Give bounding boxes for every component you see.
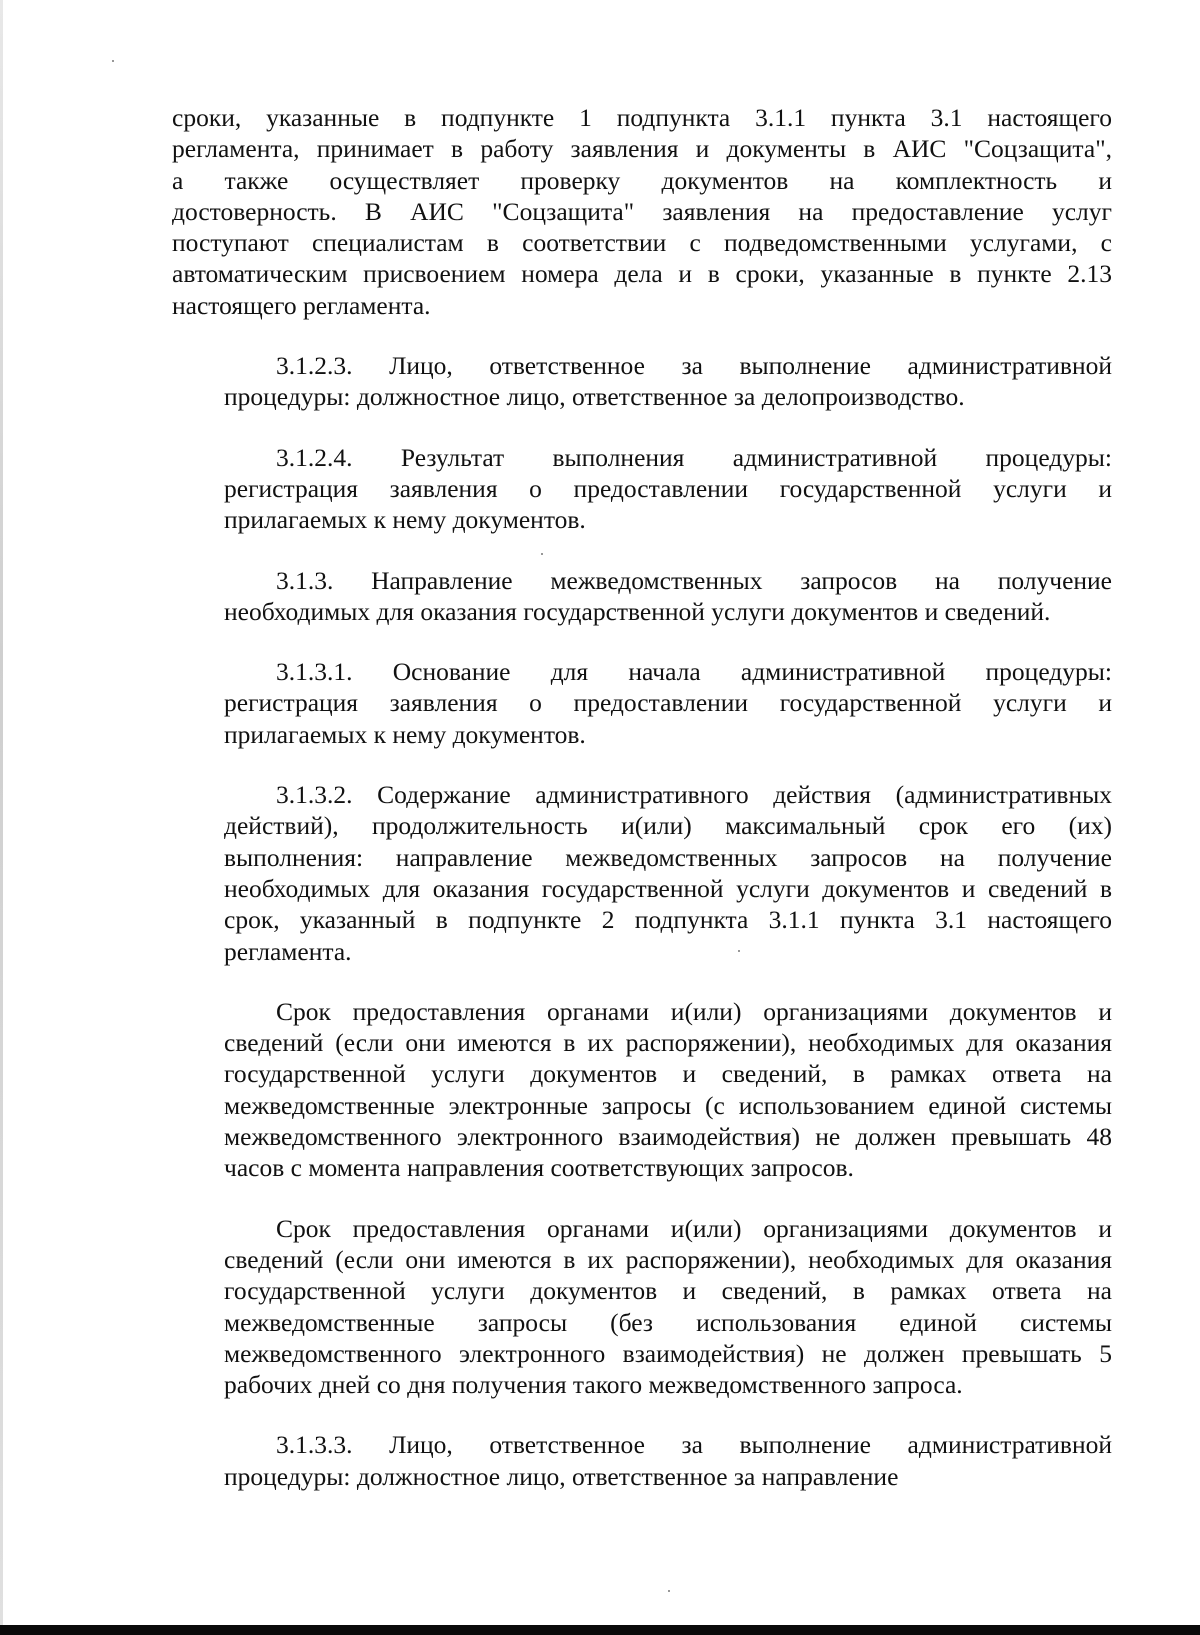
scan-edge bbox=[0, 0, 3, 1635]
paragraph-line: рабочих дней со дня получения такого межведомственного запроса. bbox=[224, 1370, 963, 1400]
paragraph-line: межведомственного электронного взаимодействия) не должен превышать 5 bbox=[224, 1338, 1112, 1368]
paragraph-line: Срок предоставления органами и(или) организациями документов и bbox=[276, 1213, 1112, 1243]
paragraph-line: процедуры: должностное лицо, ответственное за делопроизводство. bbox=[224, 382, 965, 412]
document-paragraph bbox=[172, 1429, 1112, 1492]
paragraph-line: межведомственные запросы (без использования единой системы bbox=[224, 1307, 1112, 1337]
document-paragraph bbox=[172, 779, 1112, 967]
paragraph-line: необходимых для оказания государственной услуги документов и сведений в bbox=[224, 873, 1112, 903]
document-paragraph bbox=[172, 1213, 1112, 1401]
paragraph-line: государственной услуги документов и сведений, в рамках ответа на bbox=[224, 1059, 1112, 1089]
paragraph-line: межведомственного электронного взаимодействия) не должен превышать 48 bbox=[224, 1122, 1112, 1152]
paragraph-line: регламента. bbox=[224, 936, 352, 966]
scan-speck bbox=[738, 950, 740, 952]
paragraph-line: регламента, принимает в работу заявления и документы в АИС "Соцзащита", bbox=[172, 134, 1112, 164]
paragraph-line: а также осуществляет проверку документов на комплектность и bbox=[172, 165, 1112, 195]
paragraph-line: 3.1.2.4. Результат выполнения административной процедуры: bbox=[276, 442, 1112, 472]
document-body bbox=[172, 102, 1112, 1521]
document-paragraph bbox=[172, 350, 1112, 413]
paragraph-line: необходимых для оказания государственной услуги документов и сведений. bbox=[224, 596, 1051, 626]
paragraph-line: процедуры: должностное лицо, ответственное за направление bbox=[224, 1461, 899, 1491]
paragraph-line: поступают специалистам в соответствии с подведомственными услугами, с bbox=[172, 228, 1112, 258]
paragraph-line: срок, указанный в подпункте 2 подпункта 3.1.1 пункта 3.1 настоящего bbox=[224, 905, 1112, 935]
paragraph-line: сведений (если они имеются в их распоряжении), необходимых для оказания bbox=[224, 1028, 1112, 1058]
paragraph-line: Срок предоставления органами и(или) организациями документов и bbox=[276, 996, 1112, 1026]
paragraph-line: 3.1.3.3. Лицо, ответственное за выполнение административной bbox=[276, 1430, 1112, 1460]
paragraph-line: 3.1.2.3. Лицо, ответственное за выполнение административной bbox=[276, 351, 1112, 381]
document-paragraph bbox=[172, 656, 1112, 750]
paragraph-line: регистрация заявления о предоставлении государственной услуги и bbox=[224, 473, 1112, 503]
paragraph-line: межведомственные электронные запросы (с использованием единой системы bbox=[224, 1090, 1112, 1120]
paragraph-line: выполнения: направление межведомственных запросов на получение bbox=[224, 842, 1112, 872]
scan-bottom-border bbox=[0, 1625, 1200, 1635]
paragraph-line: 3.1.3. Направление межведомственных запросов на получение bbox=[276, 565, 1112, 595]
document-paragraph bbox=[172, 102, 1112, 321]
paragraph-line: сроки, указанные в подпункте 1 подпункта 3.1.1 пункта 3.1 настоящего bbox=[172, 103, 1112, 132]
paragraph-line: прилагаемых к нему документов. bbox=[224, 719, 586, 749]
paragraph-line: сведений (если они имеются в их распоряжении), необходимых для оказания bbox=[224, 1244, 1112, 1274]
paragraph-line: прилагаемых к нему документов. bbox=[224, 505, 586, 535]
paragraph-line: 3.1.3.2. Содержание административного действия (административных bbox=[276, 780, 1112, 810]
scan-speck bbox=[668, 1590, 670, 1592]
paragraph-line: достоверность. В АИС "Соцзащита" заявления на предоставление услуг bbox=[172, 196, 1112, 226]
document-paragraph bbox=[172, 442, 1112, 536]
scan-speck bbox=[541, 553, 543, 555]
paragraph-line: 3.1.3.1. Основание для начала административной процедуры: bbox=[276, 657, 1112, 687]
document-paragraph bbox=[172, 565, 1112, 628]
paragraph-line: настоящего регламента. bbox=[172, 290, 431, 320]
paragraph-line: регистрация заявления о предоставлении государственной услуги и bbox=[224, 688, 1112, 718]
document-paragraph bbox=[172, 996, 1112, 1184]
paragraph-line: государственной услуги документов и сведений, в рамках ответа на bbox=[224, 1276, 1112, 1306]
paragraph-line: автоматическим присвоением номера дела и в сроки, указанные в пункте 2.13 bbox=[172, 259, 1112, 289]
paragraph-line: действий), продолжительность и(или) максимальный срок его (их) bbox=[224, 811, 1112, 841]
paragraph-line: часов с момента направления соответствующих запросов. bbox=[224, 1153, 854, 1183]
scan-speck bbox=[112, 60, 114, 62]
